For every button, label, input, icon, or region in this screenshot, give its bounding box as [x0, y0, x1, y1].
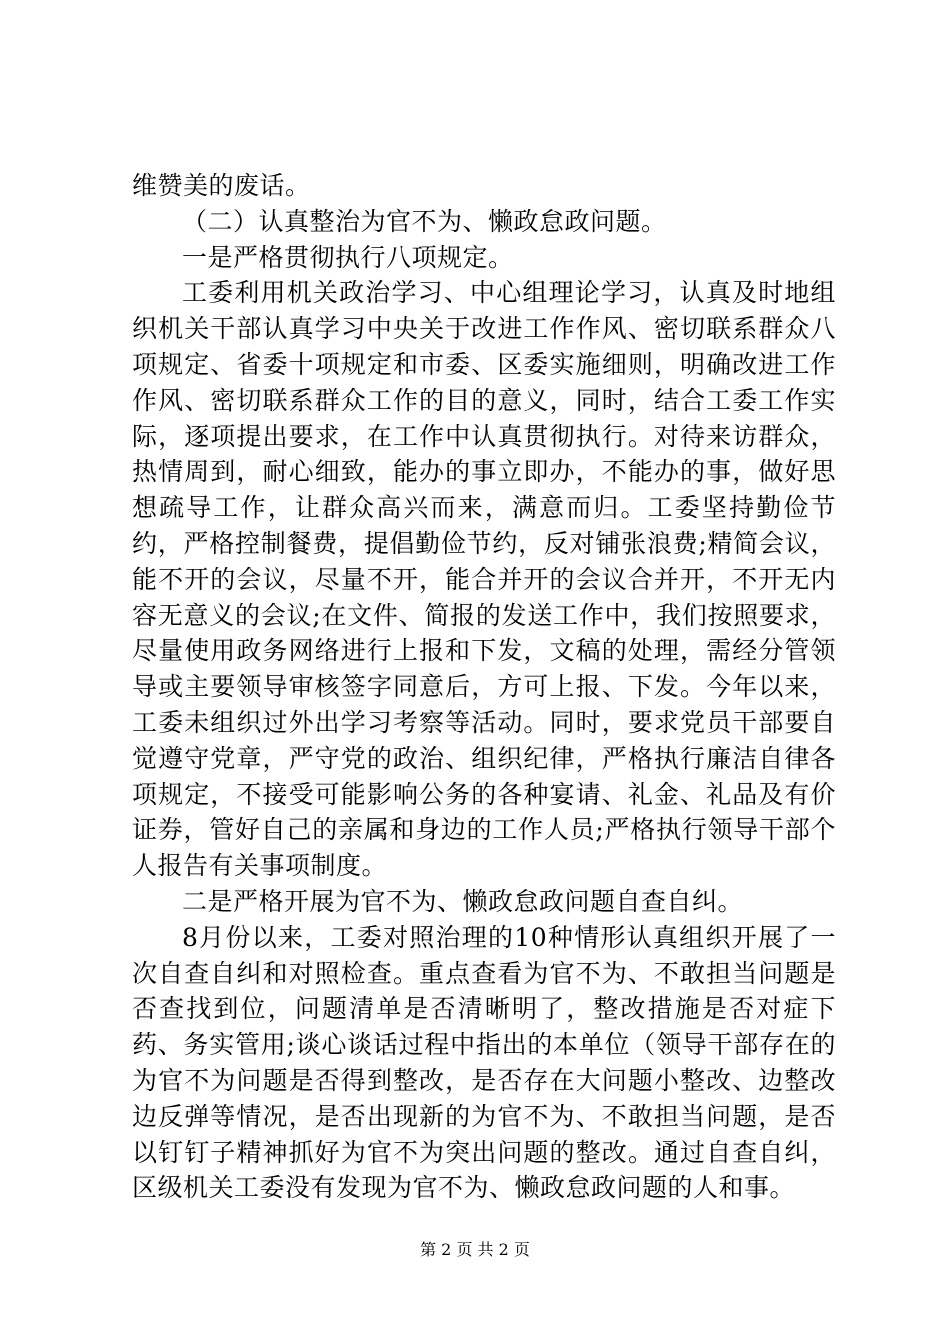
- document-body: [132, 168, 836, 1206]
- subheading-two: 二是严格开展为官不为、懒政怠政问题自查自纠。: [182, 886, 744, 916]
- paragraph-eight-rules: 工委利用机关政治学习、中心组理论学习，认真及时地组织机关干部认真学习中央关于改进工作作风、密切联系群众八项规定、省委十项规定和市委、区委实施细则，明确改进工作作风、密切联系群众工作的目的意义，同时，结合工委工作实际，逐项提出要求，在工作中认真贯彻执行。对待来访群众，热情周到，耐心细致，能办的事立即办，不能办的事，做好思想疏导工作，让群众高兴而来，满意而归。工委坚持勤俭节约，严格控制餐费，提倡勤俭节约，反对铺张浪费;精简会议，能不开的会议，尽量不开，能合并开的会议合并开，不开无内容无意义的会议;在文件、简报的发送工作中，我们按照要求，尽量使用政务网络进行上报和下发，文稿的处理，需经分管领导或主要领导审核签字同意后，方可上报、下发。今年以来，工委未组织过外出学习考察等活动。同时，要求党员干部要自觉遵守党章，严守党的政治、组织纪律，严格执行廉洁自律各项规定，不接受可能影响公务的各种宴请、礼金、礼品及有价证券，管好自己的亲属和身边的工作人员;严格执行领导干部个人报告有关事项制度。: [132, 278, 836, 881]
- section-heading-2: （二）认真整治为官不为、懒政怠政问题。: [182, 206, 667, 236]
- paragraph-self-inspection: 8月份以来，工委对照治理的10种情形认真组织开展了一次自查自纠和对照检查。重点查看为官不为、不敢担当问题是否查找到位，问题清单是否清晰明了，整改措施是否对症下药、务实管用;谈心谈话过程中指出的本单位（领导干部存在的为官不为问题是否得到整改，是否存在大问题小整改、边整改边反弹等情况，是否出现新的为官不为、不敢担当问题，是否以钉钉子精神抓好为官不为突出问题的整改。通过自查自纠，区级机关工委没有发现为官不为、懒政怠政问题的人和事。: [132, 922, 836, 1203]
- paragraph-continuation: 维赞美的废话。: [132, 171, 311, 200]
- page-footer: 第 2 页 共 2 页: [420, 1240, 530, 1259]
- subheading-one: 一是严格贯彻执行八项规定。: [182, 242, 514, 272]
